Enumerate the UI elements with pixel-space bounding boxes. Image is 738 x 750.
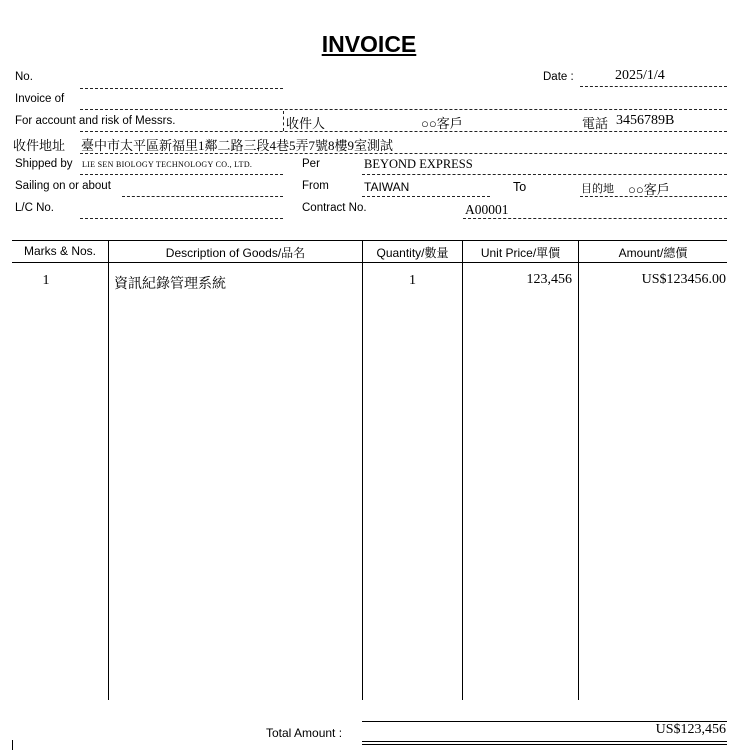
total-label: Total Amount :	[266, 726, 343, 740]
per-value: BEYOND EXPRESS	[364, 157, 473, 171]
column-divider-3	[462, 240, 463, 700]
header-amount: Amount/總價	[618, 246, 688, 260]
column-divider-2	[362, 240, 363, 700]
invoice-title: INVOICE	[321, 31, 417, 57]
total-underline-1	[362, 741, 727, 742]
sailing-line	[122, 196, 283, 197]
column-divider-1	[108, 240, 109, 700]
row-description: 資訊紀錄管理系統	[114, 277, 226, 292]
per-line	[362, 174, 727, 175]
contract-value: A00001	[465, 202, 509, 217]
header-marks: Marks & Nos.	[23, 244, 96, 258]
account-label: For account and risk of Messrs.	[15, 115, 176, 127]
address-label: 收件地址	[13, 138, 66, 153]
recipient-divider	[283, 111, 285, 131]
row-amount: US$123456.00	[641, 272, 726, 287]
date-value: 2025/1/4	[615, 68, 665, 83]
from-line	[362, 196, 490, 197]
phone-value: 3456789B	[616, 113, 675, 128]
header-unit-price: Unit Price/單價	[480, 246, 561, 260]
date-label: Date :	[543, 71, 574, 83]
phone-label: 電話	[582, 116, 609, 131]
shipped-value: LIE SEN BIOLOGY TECHNOLOGY CO., LTD.	[82, 160, 253, 169]
header-quantity: Quantity/數量	[376, 246, 449, 260]
row-mark: 1	[42, 273, 50, 288]
address-value: 臺中市太平區新福里1鄰二路三段4巷5弄7號8樓9室測試	[81, 138, 394, 153]
from-value: TAIWAN	[364, 180, 410, 194]
lc-line	[80, 218, 283, 219]
destination-label: 目的地	[581, 183, 614, 195]
recipient-value: ○○客戶	[421, 116, 463, 131]
invoice-of-line	[80, 109, 727, 110]
table-top-border	[12, 240, 727, 241]
date-field-line	[580, 86, 727, 87]
contract-line	[463, 218, 727, 219]
row-unit-price: 123,456	[526, 272, 572, 287]
from-label: From	[302, 180, 329, 192]
shipped-line	[80, 174, 283, 175]
per-label: Per	[302, 158, 320, 170]
total-value: US$123,456	[655, 722, 726, 737]
header-description: Description of Goods/品名	[165, 246, 306, 260]
address-line	[80, 153, 727, 154]
contract-label: Contract No.	[302, 202, 367, 214]
destination-line	[580, 196, 727, 197]
page-edge-mark	[12, 740, 13, 750]
to-label: To	[513, 180, 527, 194]
lc-label: L/C No.	[15, 202, 54, 214]
total-underline-2	[362, 744, 727, 745]
account-line	[80, 131, 727, 132]
sailing-label: Sailing on or about	[15, 180, 111, 192]
recipient-label: 收件人	[286, 116, 326, 131]
table-header-border	[12, 262, 727, 263]
destination-value: ○○客戶	[628, 182, 670, 197]
no-label: No.	[15, 71, 33, 83]
no-field-line	[80, 88, 283, 89]
column-divider-4	[578, 240, 579, 700]
invoice-of-label: Invoice of	[15, 93, 65, 105]
shipped-label: Shipped by	[15, 158, 73, 170]
row-quantity: 1	[409, 273, 416, 288]
